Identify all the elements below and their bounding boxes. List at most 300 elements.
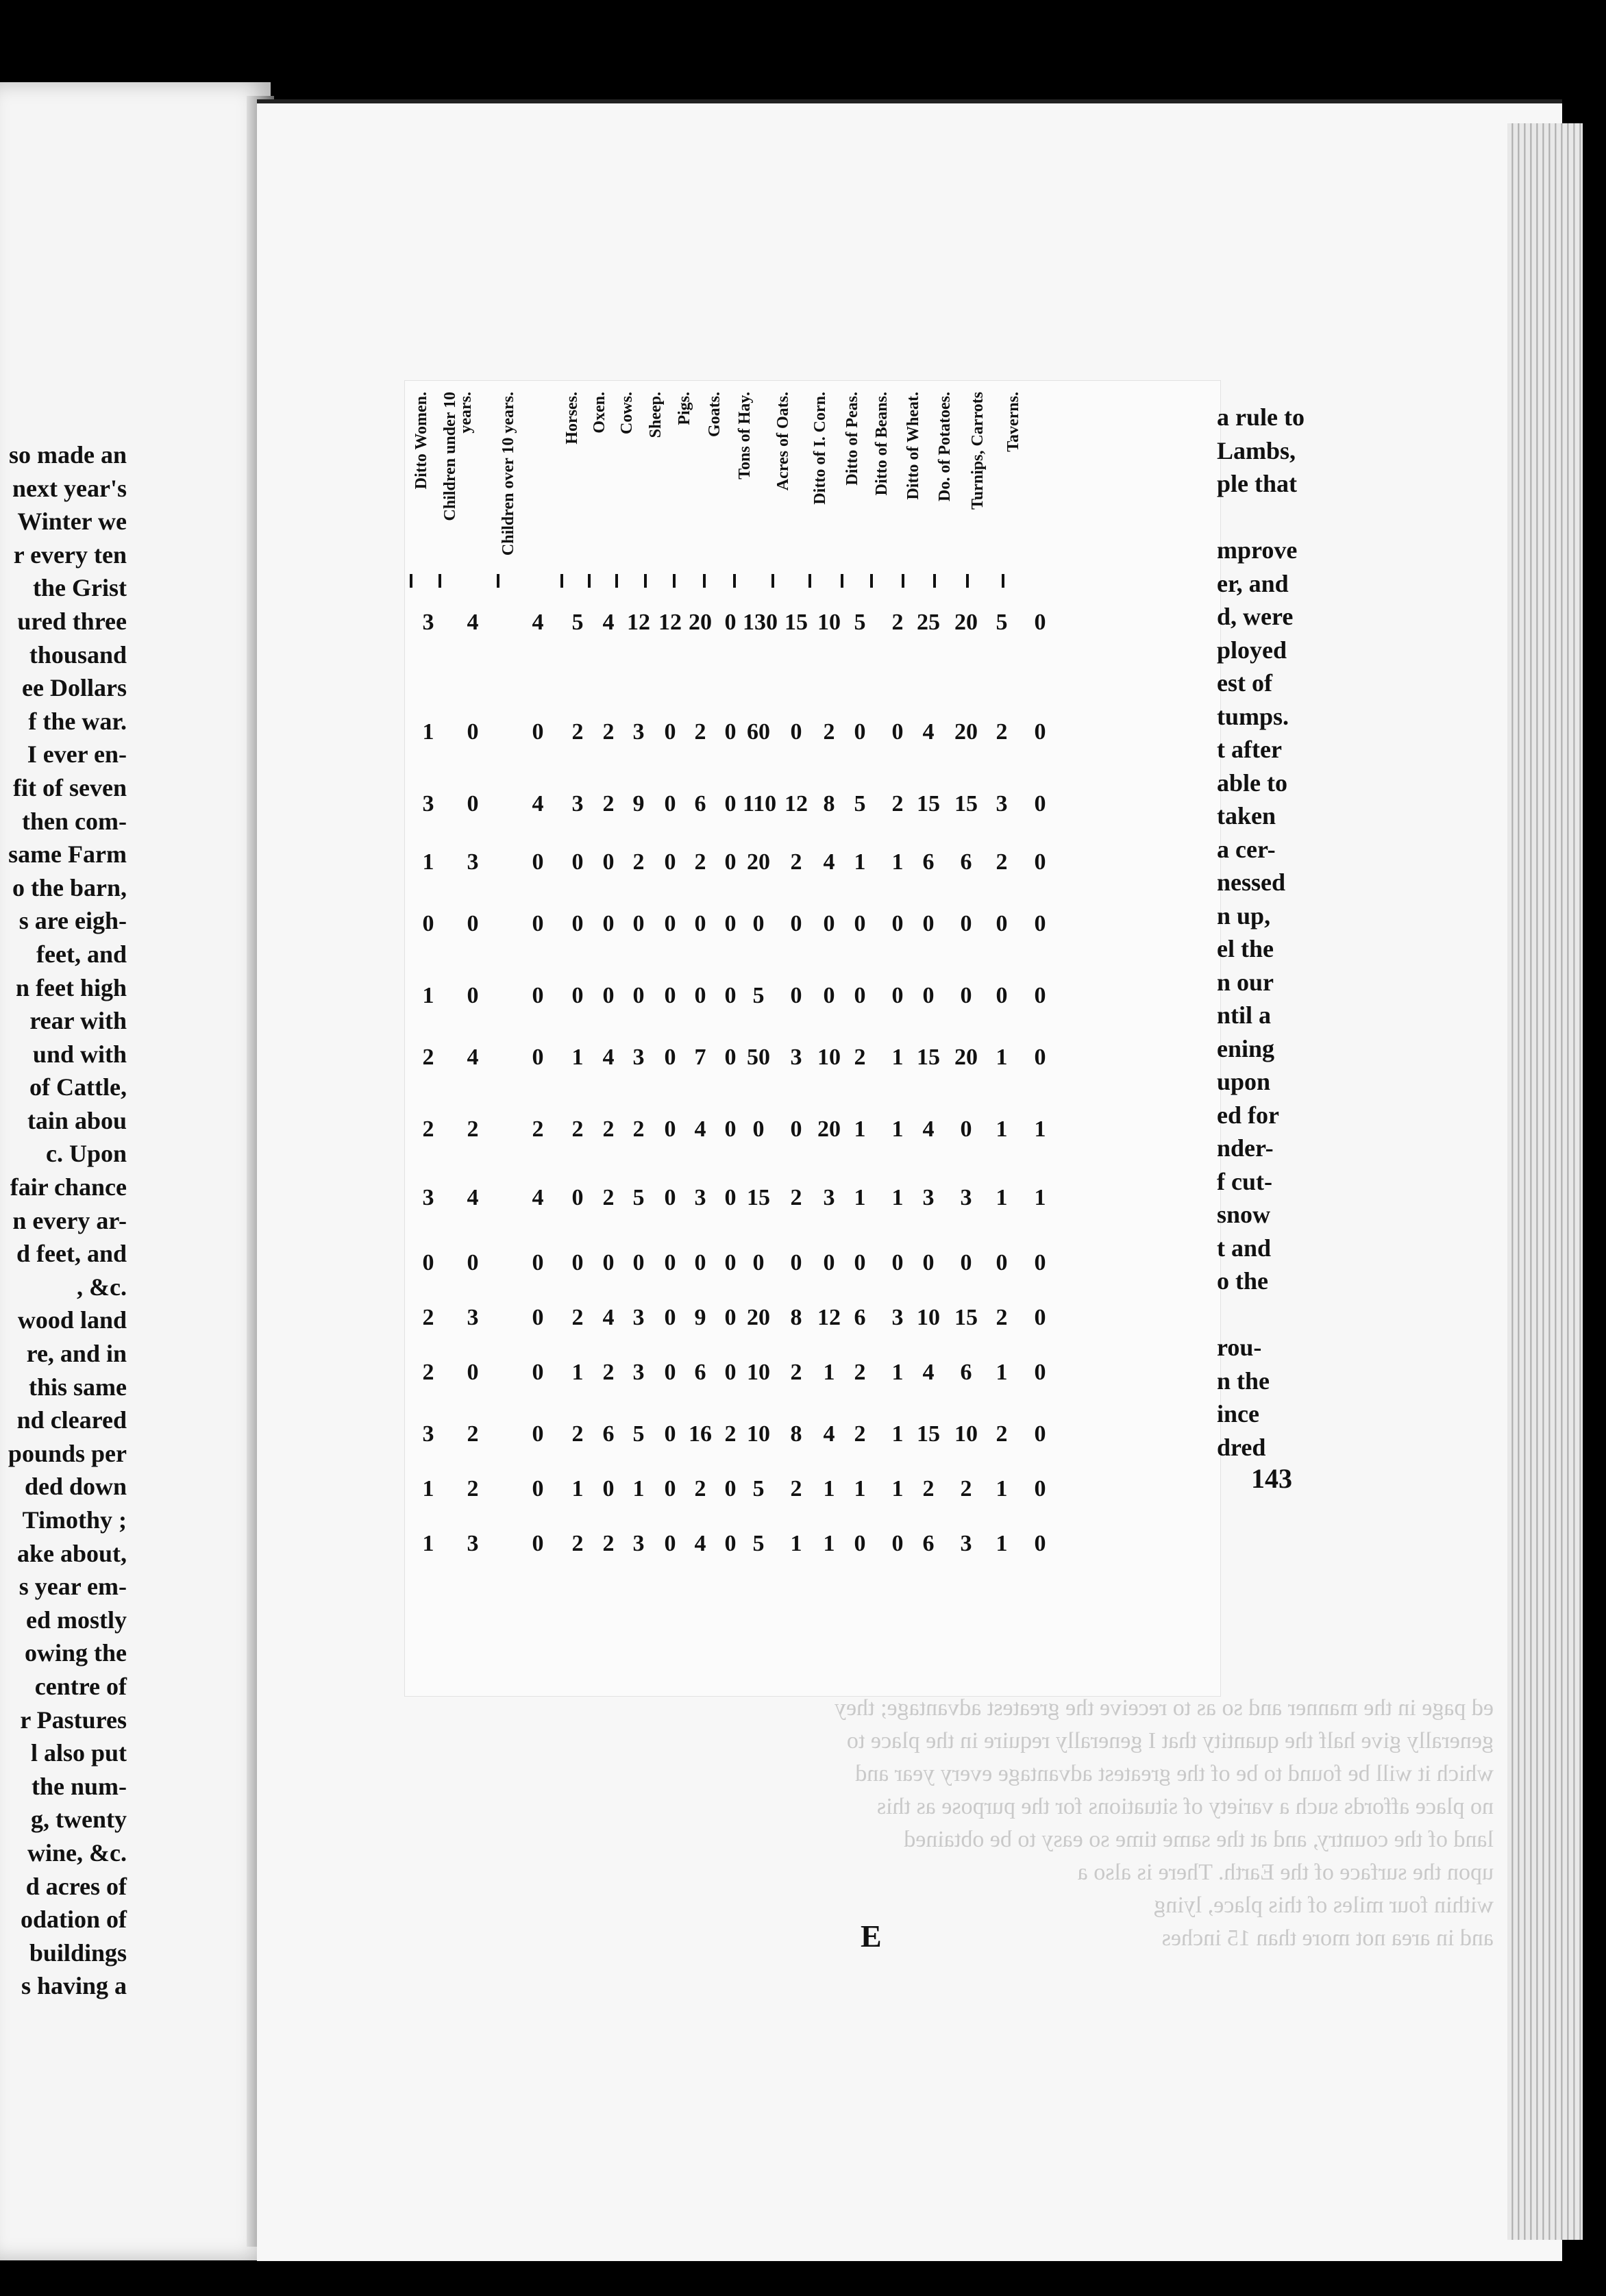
table-cell: 3 xyxy=(467,1531,479,1556)
column-header-label: Ditto Women. xyxy=(412,392,430,490)
left-text-line: und with xyxy=(32,1040,127,1068)
table-cell: 4 xyxy=(467,1045,479,1070)
column-header-label: Taverns. xyxy=(1004,392,1022,452)
table-cell: 0 xyxy=(664,1116,676,1142)
right-text-line: t after xyxy=(1217,736,1282,763)
header-rule xyxy=(644,574,647,588)
column-header-label: Goats. xyxy=(706,392,724,437)
table-cell: 1 xyxy=(422,1531,434,1556)
table-cell: 2 xyxy=(422,1045,434,1070)
page-edges xyxy=(1507,123,1583,2240)
table-cell: 0 xyxy=(891,719,904,745)
table-cell: 10 xyxy=(817,1045,841,1070)
right-text-line: nder- xyxy=(1217,1134,1274,1162)
table-cell: 0 xyxy=(532,1476,544,1501)
left-text-line: ed mostly xyxy=(26,1606,127,1634)
table-cell: 4 xyxy=(922,1360,935,1385)
right-text-line xyxy=(1217,501,1333,534)
table-cell: 15 xyxy=(917,1045,940,1070)
column-header-label: Turnips, Carrots xyxy=(969,392,987,510)
column-header-label: Children under 10 years. xyxy=(441,392,475,521)
table-cell: 4 xyxy=(532,1185,544,1210)
table-cell: 0 xyxy=(922,983,935,1008)
table-cell: 2 xyxy=(602,791,615,816)
header-rule xyxy=(808,574,811,588)
table-cell: 0 xyxy=(694,911,706,936)
column-header-label: Oxen. xyxy=(591,392,608,434)
table-cell: 0 xyxy=(724,1250,737,1275)
left-text-line: thousand xyxy=(29,640,127,669)
left-text-line: fair chance xyxy=(10,1173,127,1201)
table-cell: 0 xyxy=(664,1360,676,1385)
right-text-line: ployed xyxy=(1217,636,1287,664)
right-text-line xyxy=(1217,1298,1333,1332)
table-cell: 0 xyxy=(664,791,676,816)
table-cell: 0 xyxy=(960,911,972,936)
right-text-line: a cer- xyxy=(1217,835,1276,863)
table-cell: 1 xyxy=(996,1531,1008,1556)
table-cell: 1 xyxy=(854,1116,866,1142)
table-cell: 2 xyxy=(790,1360,802,1385)
table-cell: 0 xyxy=(602,1476,615,1501)
table-cell: 3 xyxy=(694,1185,706,1210)
left-text-line: ured three xyxy=(17,607,127,635)
left-text-line: r Pastures xyxy=(20,1706,127,1734)
right-text-line: t and xyxy=(1217,1234,1272,1262)
table-cell: 0 xyxy=(960,1250,972,1275)
table-cell: 0 xyxy=(1034,849,1046,875)
table-cell: 0 xyxy=(790,911,802,936)
table-cell: 1 xyxy=(823,1360,835,1385)
table-cell: 0 xyxy=(422,1250,434,1275)
table-cell: 2 xyxy=(891,610,904,635)
table-cell: 0 xyxy=(571,1185,584,1210)
table-cell: 3 xyxy=(467,849,479,875)
table-cell: 0 xyxy=(854,1250,866,1275)
left-text-line: so made an xyxy=(8,441,127,469)
left-text-line: g, twenty xyxy=(31,1806,127,1834)
table-cell: 0 xyxy=(1034,719,1046,745)
left-text-line: ake about, xyxy=(16,1539,127,1567)
table-cell: 5 xyxy=(752,983,765,1008)
left-text-line: this same xyxy=(29,1373,127,1401)
right-text-line: rou- xyxy=(1217,1334,1262,1361)
table-cell: 2 xyxy=(467,1116,479,1142)
table-cell: 0 xyxy=(467,1360,479,1385)
table-cell: 0 xyxy=(1034,1250,1046,1275)
table-cell: 0 xyxy=(532,983,544,1008)
right-text-line: ening xyxy=(1217,1034,1275,1062)
left-text-line: ee Dollars xyxy=(22,674,127,702)
table-cell: 0 xyxy=(752,911,765,936)
table-cell: 0 xyxy=(724,849,737,875)
table-cell: 0 xyxy=(602,983,615,1008)
table-cell: 1 xyxy=(996,1045,1008,1070)
table-cell: 0 xyxy=(632,983,645,1008)
table-cell: 6 xyxy=(922,1531,935,1556)
table-cell: 4 xyxy=(922,719,935,745)
table-cell: 0 xyxy=(602,1250,615,1275)
left-facing-page xyxy=(0,82,271,2260)
table-cell: 130 xyxy=(743,610,778,635)
table-cell: 1 xyxy=(854,849,866,875)
table-cell: 0 xyxy=(854,983,866,1008)
table-cell: 7 xyxy=(694,1045,706,1070)
table-cell: 0 xyxy=(790,1116,802,1142)
left-text-line: Timothy ; xyxy=(22,1506,127,1534)
table-cell: 3 xyxy=(960,1185,972,1210)
right-text-line: nessed xyxy=(1217,869,1286,896)
table-cell: 2 xyxy=(854,1045,866,1070)
table-cell: 0 xyxy=(694,983,706,1008)
table-cell: 5 xyxy=(996,610,1008,635)
column-header-label: Tons of Hay. xyxy=(736,392,754,479)
table-cell: 2 xyxy=(467,1421,479,1447)
table-cell: 1 xyxy=(891,1421,904,1447)
right-text-line: el the xyxy=(1217,935,1274,962)
table-cell: 9 xyxy=(694,1305,706,1330)
table-cell: 0 xyxy=(996,983,1008,1008)
left-text-line: owing the xyxy=(24,1639,127,1667)
table-cell: 1 xyxy=(854,1185,866,1210)
left-text-line: r every ten xyxy=(13,540,127,569)
column-header-label: Ditto of I. Corn. xyxy=(811,392,829,505)
table-cell: 1 xyxy=(571,1045,584,1070)
left-text-line: rear with xyxy=(29,1007,127,1035)
table-cell: 1 xyxy=(996,1116,1008,1142)
table-cell: 0 xyxy=(724,791,737,816)
table-cell: 3 xyxy=(632,719,645,745)
table-cell: 0 xyxy=(790,983,802,1008)
left-text-line: feet, and xyxy=(36,940,127,968)
table-cell: 2 xyxy=(602,1531,615,1556)
right-text-line: a rule to xyxy=(1217,403,1305,431)
table-cell: 9 xyxy=(632,791,645,816)
table-cell: 0 xyxy=(694,1250,706,1275)
table-cell: 2 xyxy=(602,1185,615,1210)
header-rule xyxy=(771,574,774,588)
left-text-line: s having a xyxy=(21,1972,127,2000)
table-cell: 2 xyxy=(467,1476,479,1501)
table-cell: 2 xyxy=(422,1116,434,1142)
table-cell: 2 xyxy=(571,1531,584,1556)
table-cell: 5 xyxy=(752,1476,765,1501)
table-cell: 4 xyxy=(602,1045,615,1070)
table-cell: 4 xyxy=(922,1116,935,1142)
table-cell: 0 xyxy=(532,719,544,745)
left-text-line: nd cleared xyxy=(16,1406,127,1434)
table-cell: 0 xyxy=(891,911,904,936)
table-cell: 0 xyxy=(891,1250,904,1275)
table-cell: 0 xyxy=(571,983,584,1008)
table-cell: 15 xyxy=(954,1305,978,1330)
table-cell: 2 xyxy=(996,1421,1008,1447)
table-cell: 1 xyxy=(823,1476,835,1501)
column-header-label: Horses. xyxy=(563,392,581,445)
column-header-label: Ditto of Beans. xyxy=(873,392,891,496)
table-cell: 6 xyxy=(960,849,972,875)
right-text-line: d, were xyxy=(1217,603,1294,630)
table-cell: 3 xyxy=(891,1305,904,1330)
header-rule xyxy=(560,574,563,588)
table-cell: 0 xyxy=(724,911,737,936)
header-rule xyxy=(966,574,969,588)
right-text-line: n our xyxy=(1217,968,1274,996)
table-cell: 0 xyxy=(571,911,584,936)
right-text-line: able to xyxy=(1217,769,1287,797)
table-cell: 15 xyxy=(785,610,808,635)
table-cell: 0 xyxy=(724,610,737,635)
table-cell: 1 xyxy=(996,1185,1008,1210)
table-cell: 0 xyxy=(664,1250,676,1275)
table-cell: 12 xyxy=(658,610,682,635)
table-cell: 0 xyxy=(532,849,544,875)
table-cell: 6 xyxy=(854,1305,866,1330)
column-header-label: Cows. xyxy=(618,392,636,435)
right-text-line: n up, xyxy=(1217,901,1271,929)
table-cell: 0 xyxy=(854,1531,866,1556)
table-cell: 0 xyxy=(467,791,479,816)
table-cell: 2 xyxy=(571,1421,584,1447)
header-rule xyxy=(733,574,736,588)
right-text-line: snow xyxy=(1217,1201,1271,1228)
table-cell: 0 xyxy=(632,911,645,936)
table-cell: 0 xyxy=(790,1250,802,1275)
table-cell: 1 xyxy=(891,1185,904,1210)
table-cell: 2 xyxy=(532,1116,544,1142)
header-rule xyxy=(870,574,873,588)
table-cell: 2 xyxy=(571,1305,584,1330)
table-cell: 0 xyxy=(996,1250,1008,1275)
left-text-line: pounds per xyxy=(8,1439,127,1467)
table-cell: 0 xyxy=(467,983,479,1008)
table-cell: 0 xyxy=(532,1421,544,1447)
table-cell: 5 xyxy=(854,610,866,635)
table-cell: 0 xyxy=(664,1045,676,1070)
left-text-line: same Farm xyxy=(8,840,127,869)
table-cell: 20 xyxy=(747,1305,770,1330)
table-cell: 0 xyxy=(664,911,676,936)
table-cell: 3 xyxy=(422,1185,434,1210)
table-cell: 10 xyxy=(954,1421,978,1447)
table-cell: 10 xyxy=(747,1360,770,1385)
table-cell: 12 xyxy=(785,791,808,816)
header-rule xyxy=(588,574,591,588)
table-cell: 0 xyxy=(752,1250,765,1275)
column-header xyxy=(1006,392,1170,556)
table-cell: 2 xyxy=(823,719,835,745)
table-cell: 2 xyxy=(694,849,706,875)
left-text-line: n every ar- xyxy=(12,1206,127,1234)
column-header-label: Acres of Oats. xyxy=(774,392,792,491)
table-cell: 0 xyxy=(602,911,615,936)
table-cell: 2 xyxy=(891,791,904,816)
left-text-line: I ever en- xyxy=(27,740,127,769)
table-cell: 3 xyxy=(922,1185,935,1210)
table-cell: 4 xyxy=(532,791,544,816)
table-cell: 5 xyxy=(632,1185,645,1210)
table-cell: 25 xyxy=(917,610,940,635)
table-cell: 3 xyxy=(632,1305,645,1330)
left-text-line: then com- xyxy=(22,807,127,835)
table-cell: 1 xyxy=(854,1476,866,1501)
table-cell: 3 xyxy=(422,1421,434,1447)
table-cell: 6 xyxy=(602,1421,615,1447)
table-cell: 2 xyxy=(632,1116,645,1142)
bleed-through-text: ed page in the manner and so as to receive the greatest advantage; they generally give half the quantity that I generally require in the place to which it will be found to be of the greatest advantage every year and no place affords such a variety of situations for the purpose as this land of the country, and at the same time so easy to be obtained upon the surface of the Earth. There is also a within four miles of this place, lying and in area not more than 15 inches xyxy=(835,1695,1494,1951)
left-text-line: tain abou xyxy=(27,1106,127,1134)
table-cell: 5 xyxy=(854,791,866,816)
table-cell: 0 xyxy=(891,983,904,1008)
right-text-line: mprove xyxy=(1217,536,1298,564)
table-cell: 0 xyxy=(1034,1421,1046,1447)
table-cell: 0 xyxy=(664,1421,676,1447)
table-cell: 6 xyxy=(694,1360,706,1385)
left-text-line: n feet high xyxy=(16,973,127,1001)
column-header-label: Sheep. xyxy=(647,392,665,438)
table-cell: 0 xyxy=(1034,983,1046,1008)
table-cell: 0 xyxy=(1034,1045,1046,1070)
table-cell: 2 xyxy=(632,849,645,875)
table-cell: 6 xyxy=(694,791,706,816)
header-rule xyxy=(933,574,936,588)
right-text-line: upon xyxy=(1217,1068,1271,1095)
left-text-line: d acres of xyxy=(25,1872,127,1900)
table-cell: 0 xyxy=(532,1360,544,1385)
header-rule xyxy=(615,574,618,588)
left-text-line: ded down xyxy=(24,1473,127,1501)
table-cell: 4 xyxy=(694,1116,706,1142)
table-cell: 2 xyxy=(854,1360,866,1385)
table-cell: 0 xyxy=(790,719,802,745)
table-cell: 1 xyxy=(790,1531,802,1556)
table-cell: 0 xyxy=(1034,1476,1046,1501)
left-text-line: wine, &c. xyxy=(27,1838,127,1867)
table-cell: 4 xyxy=(823,849,835,875)
table-cell: 3 xyxy=(632,1045,645,1070)
table-cell: 20 xyxy=(954,719,978,745)
table-cell: 0 xyxy=(664,1531,676,1556)
right-text-line: taken xyxy=(1217,802,1276,829)
header-rule xyxy=(438,574,441,588)
table-cell: 1 xyxy=(632,1476,645,1501)
left-text-line: buildings xyxy=(29,1938,127,1967)
table-cell: 0 xyxy=(571,849,584,875)
table-cell: 10 xyxy=(747,1421,770,1447)
table-cell: 2 xyxy=(960,1476,972,1501)
table-cell: 0 xyxy=(532,911,544,936)
table-cell: 1 xyxy=(1034,1185,1046,1210)
table-cell: 2 xyxy=(602,719,615,745)
table-cell: 2 xyxy=(724,1421,737,1447)
table-cell: 1 xyxy=(422,719,434,745)
column-header-label: Ditto of Wheat. xyxy=(904,392,922,500)
left-text-line: Winter we xyxy=(17,508,127,536)
table-cell: 2 xyxy=(790,1476,802,1501)
right-text-line: ple that xyxy=(1217,470,1297,497)
table-cell: 3 xyxy=(823,1185,835,1210)
table-cell: 1 xyxy=(571,1360,584,1385)
table-cell: 5 xyxy=(632,1421,645,1447)
table-cell: 12 xyxy=(627,610,650,635)
right-text-line: n the xyxy=(1217,1367,1270,1395)
left-text-line: o the barn, xyxy=(12,873,127,901)
header-rule xyxy=(703,574,706,588)
right-text-line: ntil a xyxy=(1217,1001,1272,1029)
right-text-line: o the xyxy=(1217,1267,1268,1295)
table-cell: 10 xyxy=(917,1305,940,1330)
table-cell: 1 xyxy=(891,1045,904,1070)
table-cell: 0 xyxy=(752,1116,765,1142)
header-rule xyxy=(1002,574,1004,588)
right-text-line: est of xyxy=(1217,669,1272,697)
table-cell: 0 xyxy=(823,1250,835,1275)
column-header-label: Children over 10 years. xyxy=(499,392,517,556)
table-cell: 10 xyxy=(817,610,841,635)
table-cell: 15 xyxy=(917,791,940,816)
right-text-line: er, and xyxy=(1217,569,1289,597)
left-page-text xyxy=(0,438,127,2003)
table-cell: 0 xyxy=(1034,1360,1046,1385)
table-cell: 1 xyxy=(422,1476,434,1501)
table-cell: 0 xyxy=(891,1531,904,1556)
table-cell: 0 xyxy=(724,1476,737,1501)
table-cell: 2 xyxy=(422,1360,434,1385)
table-cell: 0 xyxy=(1034,791,1046,816)
table-cell: 2 xyxy=(996,849,1008,875)
left-text-line: s year em- xyxy=(18,1573,127,1601)
table-cell: 110 xyxy=(743,791,777,816)
left-text-line: of Cattle, xyxy=(29,1073,127,1101)
table-cell: 2 xyxy=(694,719,706,745)
right-text-line: Lambs, xyxy=(1217,436,1296,464)
table-cell: 6 xyxy=(960,1360,972,1385)
table-cell: 4 xyxy=(467,1185,479,1210)
table-cell: 2 xyxy=(996,1305,1008,1330)
table-cell: 2 xyxy=(996,719,1008,745)
table-cell: 3 xyxy=(571,791,584,816)
table-cell: 2 xyxy=(602,1360,615,1385)
right-page-text xyxy=(1217,401,1333,1464)
table-cell: 0 xyxy=(724,1305,737,1330)
table-cell: 3 xyxy=(632,1531,645,1556)
table-cell: 20 xyxy=(954,610,978,635)
table-cell: 1 xyxy=(571,1476,584,1501)
table-cell: 3 xyxy=(996,791,1008,816)
table-cell: 0 xyxy=(532,1045,544,1070)
column-header-label: Do. of Potatoes. xyxy=(936,392,954,501)
table-cell: 1 xyxy=(1034,1116,1046,1142)
table-cell: 4 xyxy=(694,1531,706,1556)
table-cell: 4 xyxy=(823,1421,835,1447)
table-cell: 8 xyxy=(790,1305,802,1330)
page-number: 143 xyxy=(1251,1463,1292,1494)
table-cell: 2 xyxy=(422,1305,434,1330)
table-cell: 0 xyxy=(602,849,615,875)
table-cell: 4 xyxy=(602,1305,615,1330)
table-cell: 1 xyxy=(891,849,904,875)
table-cell: 3 xyxy=(960,1531,972,1556)
table-cell: 0 xyxy=(632,1250,645,1275)
table-cell: 15 xyxy=(954,791,978,816)
table-cell: 0 xyxy=(664,1185,676,1210)
table-cell: 20 xyxy=(817,1116,841,1142)
table-cell: 1 xyxy=(996,1476,1008,1501)
left-text-line: the Grist xyxy=(33,574,127,602)
table-cell: 0 xyxy=(823,911,835,936)
table-cell: 0 xyxy=(422,911,434,936)
column-header-label: Pigs. xyxy=(676,392,693,425)
